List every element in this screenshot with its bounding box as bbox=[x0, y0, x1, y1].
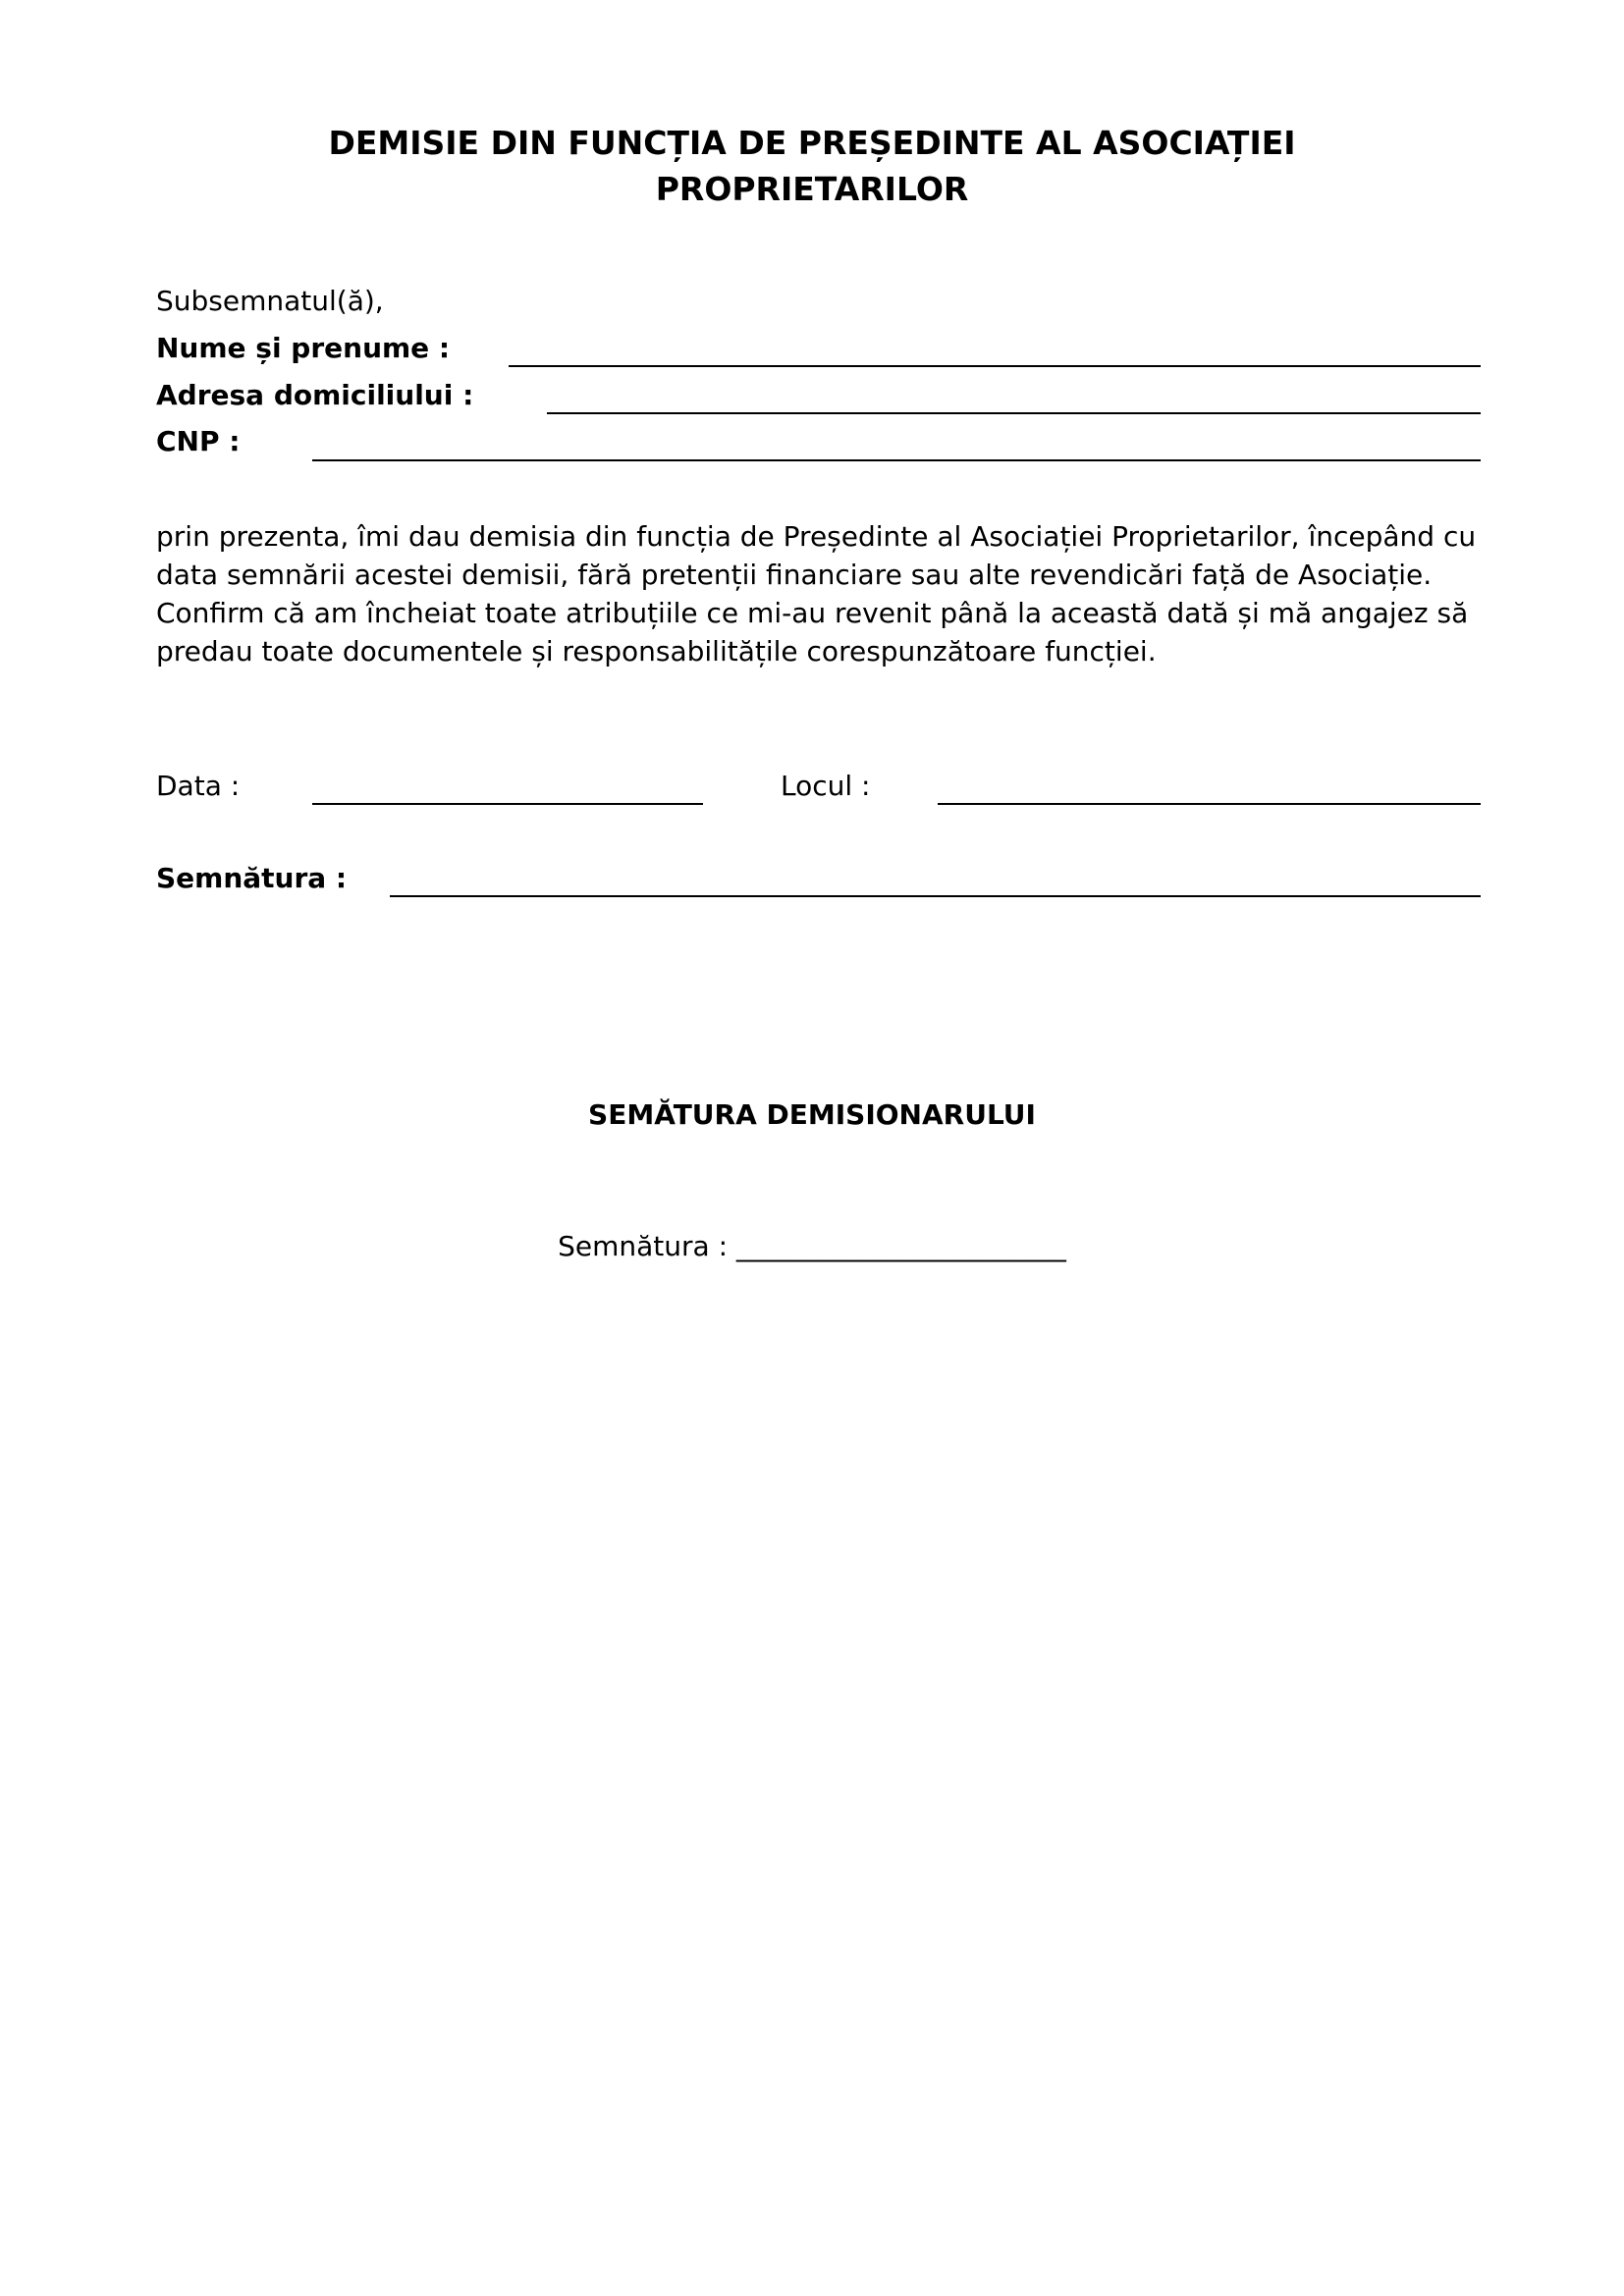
resignee-heading: SEMĂTURA DEMISIONARULUI bbox=[588, 1098, 1036, 1131]
cnp-field-line[interactable] bbox=[312, 459, 1481, 461]
intro-text: Subsemnatul(ă), bbox=[156, 285, 384, 317]
statement-line: prin prezenta, îmi dau demisia din funcția de Președinte al Asociației Proprietarilor, începând cu bbox=[156, 520, 1477, 553]
statement-line: data semnării acestei demisii, fără pretenții financiare sau alte revendicări față de Asociație. bbox=[156, 559, 1433, 591]
signature-field-line[interactable] bbox=[390, 895, 1481, 897]
resignation-statement bbox=[156, 517, 1476, 670]
name-label: Nume și prenume : bbox=[156, 332, 451, 364]
statement-line: predau toate documentele și responsabilitățile corespunzătoare funcției. bbox=[156, 635, 1157, 667]
document-title bbox=[0, 120, 1624, 212]
address-label: Adresa domiciliului : bbox=[156, 379, 474, 411]
place-label: Locul : bbox=[781, 770, 871, 802]
date-field-line[interactable] bbox=[312, 803, 703, 805]
date-label: Data : bbox=[156, 770, 241, 802]
resignee-signature-line[interactable]: Semnătura : ________________________ bbox=[558, 1230, 1066, 1262]
address-field-line[interactable] bbox=[547, 412, 1481, 414]
title-line-2: PROPRIETARILOR bbox=[655, 170, 969, 208]
title-line-1: DEMISIE DIN FUNCȚIA DE PREȘEDINTE AL ASOCIAȚIEI bbox=[328, 124, 1296, 162]
place-field-line[interactable] bbox=[938, 803, 1481, 805]
name-field-line[interactable] bbox=[509, 365, 1481, 367]
cnp-label: CNP : bbox=[156, 425, 241, 457]
signature-label: Semnătura : bbox=[156, 862, 348, 894]
statement-line: Confirm că am încheiat toate atribuțiile ce mi-au revenit până la această dată și mă angajez să bbox=[156, 597, 1469, 629]
